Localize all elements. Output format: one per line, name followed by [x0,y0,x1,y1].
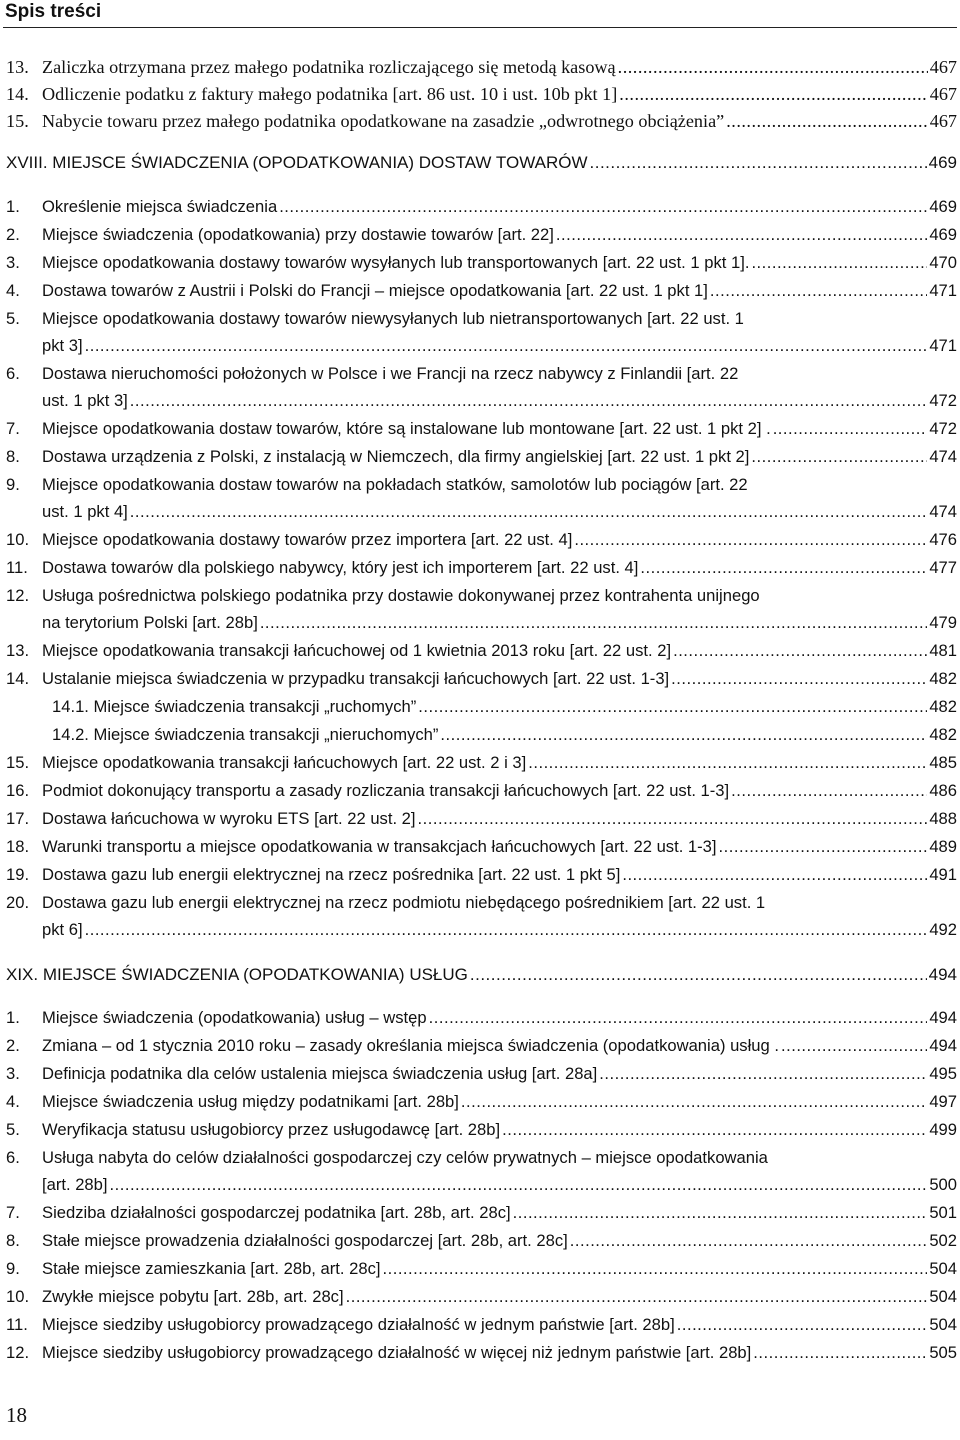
toc-entry-title: na terytorium Polski [art. 28b] [42,613,258,632]
dot-leader [673,637,927,664]
toc-entry-number: 3. [6,253,20,272]
toc-entry-title: Dostawa gazu lub energii elektrycznej na rzecz pośrednika [art. 22 ust. 1 pkt 5] [42,865,621,884]
toc-page-number: 471 [929,336,957,355]
toc-page-number: 467 [929,111,957,131]
toc-entry-title: Miejsce opodatkowania dostawy towarów wysyłanych lub transportowanych [art. 22 ust. 1 pkt 1]. [42,253,750,272]
toc-entry-title: Ustalanie miejsca świadczenia w przypadku transakcji łańcuchowych [art. 22 ust. 1-3] [42,669,670,688]
toc-entry-title: Usługa pośrednictwa polskiego podatnika przy dostawie dokonywanej przez kontrahenta unijnego [42,586,760,605]
toc-entry-number: 7. [6,1203,20,1222]
toc-page-number: 469 [928,153,957,172]
toc-page-number: 504 [929,1287,957,1306]
toc-entry-number: 14. [6,84,29,104]
page-number: 18 [6,1403,27,1427]
dot-leader [773,415,928,442]
dot-leader [260,609,928,636]
toc-entry-title: Miejsce opodatkowania dostawy towarów niewysyłanych lub nietransportowanych [art. 22 ust. 1 [42,309,744,328]
toc-page-number: 504 [929,1259,957,1278]
toc-page-number: 474 [929,447,957,466]
dot-leader [619,81,927,108]
toc-page-number: 494 [929,1008,957,1027]
toc-entry-number: 17. [6,809,30,828]
toc-entry-title: Zwykłe miejsce pobytu [art. 28b, art. 28c] [42,1287,344,1306]
toc-entry-title: Weryfikacja statusu usługobiorcy przez usługodawcę [art. 28b] [42,1120,501,1139]
toc-entry-title: Miejsce świadczenia (opodatkowania) przy dostawie towarów [art. 22] [42,225,554,244]
toc-page-number: 469 [929,225,957,244]
toc-page-number: 469 [929,197,957,216]
dot-leader [85,916,928,943]
toc-entry-title: Siedziba działalności gospodarczej podatnika [art. 28b, art. 28c] [42,1203,511,1222]
toc-entry-number: 3. [6,1064,20,1083]
toc-entry-number: 1. [6,1008,20,1027]
toc-entry-number: 6. [6,364,20,383]
toc-entry-title: ust. 1 pkt 3] [42,391,128,410]
dot-leader [719,833,928,860]
toc-entry-number: 8. [6,1231,20,1250]
toc-page-number: 482 [929,725,957,744]
toc-entry-title: [art. 28b] [42,1175,108,1194]
toc-entry-number: 2. [6,1036,20,1055]
toc-page-number: 488 [929,809,957,828]
toc-page-number: 470 [929,253,957,272]
toc-page-number: 492 [929,920,957,939]
dot-leader [599,1060,927,1087]
toc-entry-number: 15. [6,753,30,772]
toc-entry-title: Miejsce opodatkowania transakcji łańcuchowej od 1 kwietnia 2013 roku [art. 22 ust. 2] [42,641,672,660]
dot-leader [130,498,928,525]
toc-entry-title: Miejsce świadczenia usług między podatnikami [art. 28b] [42,1092,459,1111]
toc-entry-title: Stałe miejsce prowadzenia działalności gospodarczej [art. 28b, art. 28c] [42,1231,568,1250]
toc-entry-title: Zmiana – od 1 stycznia 2010 roku – zasady określania miejsca świadczenia (opodatkowania) usług . [42,1036,779,1055]
toc-entry-number: 12. [6,1343,30,1362]
dot-leader [751,249,927,276]
dot-leader [751,443,927,470]
toc-entry-title: XVIII. MIEJSCE ŚWIADCZENIA (OPODATKOWANIA) DOSTAW TOWARÓW [6,153,588,172]
dot-leader [85,332,928,359]
toc-page-number: 476 [929,530,957,549]
dot-leader [346,1283,928,1310]
toc-page-number: 481 [929,641,957,660]
toc-page-number: 472 [929,391,957,410]
toc-entry-title: Usługa nabyta do celów działalności gospodarczej czy celów prywatnych – miejsce opodatkowania [42,1148,768,1167]
dot-leader [528,749,927,776]
toc-page-number: 504 [929,1315,957,1334]
dot-leader [418,693,927,720]
toc-page-number: 497 [929,1092,957,1111]
toc-page-number: 495 [929,1064,957,1083]
toc-entry-number: 5. [6,309,20,328]
toc-entry-number: 14. [6,669,30,688]
toc-entry-title: Dostawa nieruchomości położonych w Polsce i we Francji na rzecz nabywcy z Finlandii [art. 22 [42,364,739,383]
toc-entry-title: Miejsce świadczenia (opodatkowania) usług – wstęp [42,1008,427,1027]
dot-leader [502,1116,927,1143]
toc-entry-title: Miejsce opodatkowania dostaw towarów, które są instalowane lub montowane [art. 22 ust. 1 pkt 2] . [42,419,771,438]
toc-entry-number: 15. [6,111,29,131]
toc-page-number: 485 [929,753,957,772]
toc-page-number: 477 [929,558,957,577]
toc-page-number: 499 [929,1120,957,1139]
dot-leader [130,387,928,414]
toc-entry-title: Miejsce siedziby usługobiorcy prowadzącego działalność w więcej niż jednym państwie [art. 28b] [42,1343,752,1362]
toc-entry-title: 14.2. Miejsce świadczenia transakcji „nieruchomych” [52,725,439,744]
header-divider [3,27,957,28]
toc-entry-number: 5. [6,1120,20,1139]
toc-page-number: 502 [929,1231,957,1250]
toc-entry-title: Odliczenie podatku z faktury małego podatnika [art. 86 ust. 10 i ust. 10b pkt 1] [42,84,618,104]
toc-page-number: 467 [929,57,957,77]
toc-entry-title: Zaliczka otrzymana przez małego podatnika rozliczającego się metodą kasową [42,57,616,77]
dot-leader [710,277,927,304]
toc-page-number: 494 [929,1036,957,1055]
toc-entry-number: 2. [6,225,20,244]
toc-entry-number: 11. [6,1315,28,1334]
toc-entry-number: 9. [6,1259,20,1278]
dot-leader [590,149,927,176]
toc-page-number: 474 [929,502,957,521]
toc-entry-title: Nabycie towaru przez małego podatnika opodatkowane na zasadzie „odwrotnego obciążenia” [42,111,725,131]
toc-entry-number: 7. [6,419,20,438]
toc-entry-number: 4. [6,1092,20,1111]
dot-leader [470,961,927,988]
toc-page-number: 505 [929,1343,957,1362]
toc-entry-title: ust. 1 pkt 4] [42,502,128,521]
toc-entry-number: 12. [6,586,30,605]
dot-leader [110,1171,928,1198]
toc-entry-number: 13. [6,641,30,660]
toc-entry-title: Stałe miejsce zamieszkania [art. 28b, art. 28c] [42,1259,381,1278]
dot-leader [618,54,928,81]
dot-leader [640,554,927,581]
toc-entry-title: Miejsce siedziby usługobiorcy prowadzącego działalność w jednym państwie [art. 28b] [42,1315,675,1334]
toc-entry-number: 20. [6,893,30,912]
dot-leader [382,1255,927,1282]
dot-leader [726,108,927,135]
toc-page-number: 467 [929,84,957,104]
toc-page-number: 479 [929,613,957,632]
toc-entry-number: 6. [6,1148,20,1167]
toc-page-number: 491 [929,865,957,884]
toc-page-number: 501 [929,1203,957,1222]
toc-entry-number: 19. [6,865,30,884]
dot-leader [418,805,928,832]
toc-entry-number: 13. [6,57,29,77]
toc-entry-title: Podmiot dokonujący transportu a zasady rozliczania transakcji łańcuchowych [art. 22 ust. 1-3] [42,781,730,800]
toc-entry-number: 9. [6,475,20,494]
dot-leader [440,721,927,748]
toc-entry-number: 18. [6,837,30,856]
toc-page-number: 489 [929,837,957,856]
dot-leader [671,665,927,692]
toc-entry-title: Warunki transportu a miejsce opodatkowania w transakcjach łańcuchowych [art. 22 ust. 1-3] [42,837,717,856]
toc-entry-title: Dostawa towarów z Austrii i Polski do Francji – miejsce opodatkowania [art. 22 ust. 1 pkt 1] [42,281,708,300]
dot-leader [461,1088,927,1115]
toc-entry-number: 11. [6,558,28,577]
dot-leader [556,221,927,248]
toc-entry-number: 10. [6,530,30,549]
toc-entry-number: 10. [6,1287,30,1306]
toc-entry-title: Definicja podatnika dla celów ustalenia miejsca świadczenia usług [art. 28a] [42,1064,598,1083]
dot-leader [781,1032,927,1059]
toc-page-number: 500 [929,1175,957,1194]
dot-leader [622,861,927,888]
toc-page-number: 482 [929,697,957,716]
dot-leader [570,1227,928,1254]
toc-entry-title: Dostawa łańcuchowa w wyroku ETS [art. 22 ust. 2] [42,809,416,828]
toc-entry-title: Dostawa gazu lub energii elektrycznej na rzecz podmiotu niebędącego pośrednikiem [art. 22 ust. 1 [42,893,766,912]
toc-entry-number: 4. [6,281,20,300]
toc-page-number: 486 [929,781,957,800]
dot-leader [677,1311,928,1338]
dot-leader [513,1199,928,1226]
dot-leader [429,1004,928,1031]
toc-entry-title: Miejsce opodatkowania dostawy towarów przez importera [art. 22 ust. 4] [42,530,573,549]
toc-entry-title: Dostawa urządzenia z Polski, z instalacją w Niemczech, dla firmy angielskiej [art. 22 ust. 1 pkt 2] [42,447,750,466]
toc-entry-title: 14.1. Miejsce świadczenia transakcji „ruchomych” [52,697,417,716]
page-title: Spis treści [5,1,102,22]
toc-entry-title: pkt 3] [42,336,83,355]
toc-entry-number: 8. [6,447,20,466]
dot-leader [574,526,927,553]
toc-entry-number: 1. [6,197,20,216]
dot-leader [731,777,927,804]
toc-page-number: 494 [928,965,957,984]
toc-entry-title: Miejsce opodatkowania transakcji łańcuchowych [art. 22 ust. 2 i 3] [42,753,527,772]
toc-entry-title: Określenie miejsca świadczenia [42,197,278,216]
dot-leader [279,193,927,220]
toc-page-number: 472 [929,419,957,438]
toc-entry-title: XIX. MIEJSCE ŚWIADCZENIA (OPODATKOWANIA) USŁUG [6,965,468,984]
toc-entry-title: pkt 6] [42,920,83,939]
toc-page-number: 482 [929,669,957,688]
toc-entry-title: Dostawa towarów dla polskiego nabywcy, który jest ich importerem [art. 22 ust. 4] [42,558,639,577]
dot-leader [753,1339,927,1366]
toc-page-number: 471 [929,281,957,300]
toc-entry-number: 16. [6,781,30,800]
toc-entry-title: Miejsce opodatkowania dostaw towarów na pokładach statków, samolotów lub pociągów [art. 22 [42,475,748,494]
